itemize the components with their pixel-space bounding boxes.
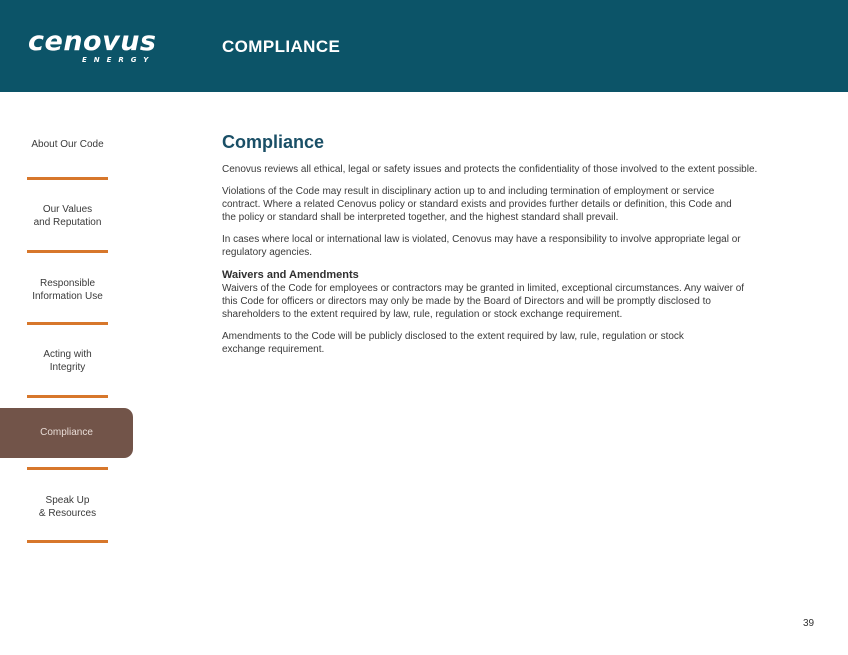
- sidebar-item-acting-with-integrity[interactable]: [0, 348, 135, 374]
- sidebar-divider: [27, 177, 108, 180]
- sidebar-item-speak-up[interactable]: [0, 494, 135, 520]
- section-title: COMPLIANCE: [222, 37, 341, 56]
- sidebar-item-label: Integrity: [49, 362, 86, 373]
- page-number: 39: [803, 618, 815, 629]
- sidebar-divider: [27, 322, 108, 325]
- sidebar-divider: [27, 467, 108, 470]
- sidebar-item-label: Responsible: [39, 278, 96, 289]
- body-paragraph: In cases where local or international law is violated, Cenovus may have a responsibility to involve appropriate legal or regulatory agencies.: [222, 234, 741, 258]
- page-heading: Compliance: [222, 132, 325, 152]
- sidebar-item-label: About Our Code: [31, 139, 104, 150]
- main-content: [222, 130, 812, 365]
- sidebar-nav: [0, 92, 135, 562]
- sidebar-item-label: Information Use: [32, 291, 103, 302]
- sidebar-item-label: & Resources: [38, 508, 97, 519]
- body-paragraph: Amendments to the Code will be publicly disclosed to the extent required by law, rule, regulation or stock exchange requirement.: [222, 331, 684, 355]
- body-paragraph: Waivers of the Code for employees or contractors may be granted in limited, exceptional circumstances. Any waiver of this Code for officers or directors may only be made by the Board of Directors and will be promptly disclosed to shareholders to the extent required by law, rule, regulation or stock exchange requirement.: [222, 283, 745, 320]
- sidebar-divider: [27, 540, 108, 543]
- subheading: Waivers and Amendments: [222, 269, 359, 281]
- sidebar-item-our-values[interactable]: [0, 203, 135, 229]
- logo-wordmark: cenovus: [28, 26, 157, 57]
- body-paragraph: Cenovus reviews all ethical, legal or safety issues and protects the confidentiality of those involved to the extent possible.: [222, 164, 758, 175]
- sidebar-item-label: Compliance: [40, 427, 93, 438]
- sidebar-item-label: Our Values: [42, 204, 93, 215]
- sidebar-divider: [27, 250, 108, 253]
- sidebar-divider: [27, 395, 108, 398]
- sidebar-item-about-our-code[interactable]: [0, 138, 135, 151]
- sidebar-item-compliance[interactable]: [0, 408, 133, 458]
- logo-subtitle: ENERGY: [82, 56, 156, 64]
- cenovus-logo: [28, 26, 158, 68]
- sidebar-item-responsible-information-use[interactable]: [0, 277, 135, 303]
- sidebar-item-label: Acting with: [43, 349, 92, 360]
- header-banner: [0, 0, 848, 92]
- sidebar-item-label: and Reputation: [33, 217, 102, 228]
- body-paragraph: Violations of the Code may result in disciplinary action up to and including termination of employment or service contract. Where a related Cenovus policy or standard exists and provides further details or definition, this Code and the policy or standard shall be interpreted together, and the highest standard shall prevail.: [222, 186, 732, 223]
- sidebar-item-label: Speak Up: [45, 495, 90, 506]
